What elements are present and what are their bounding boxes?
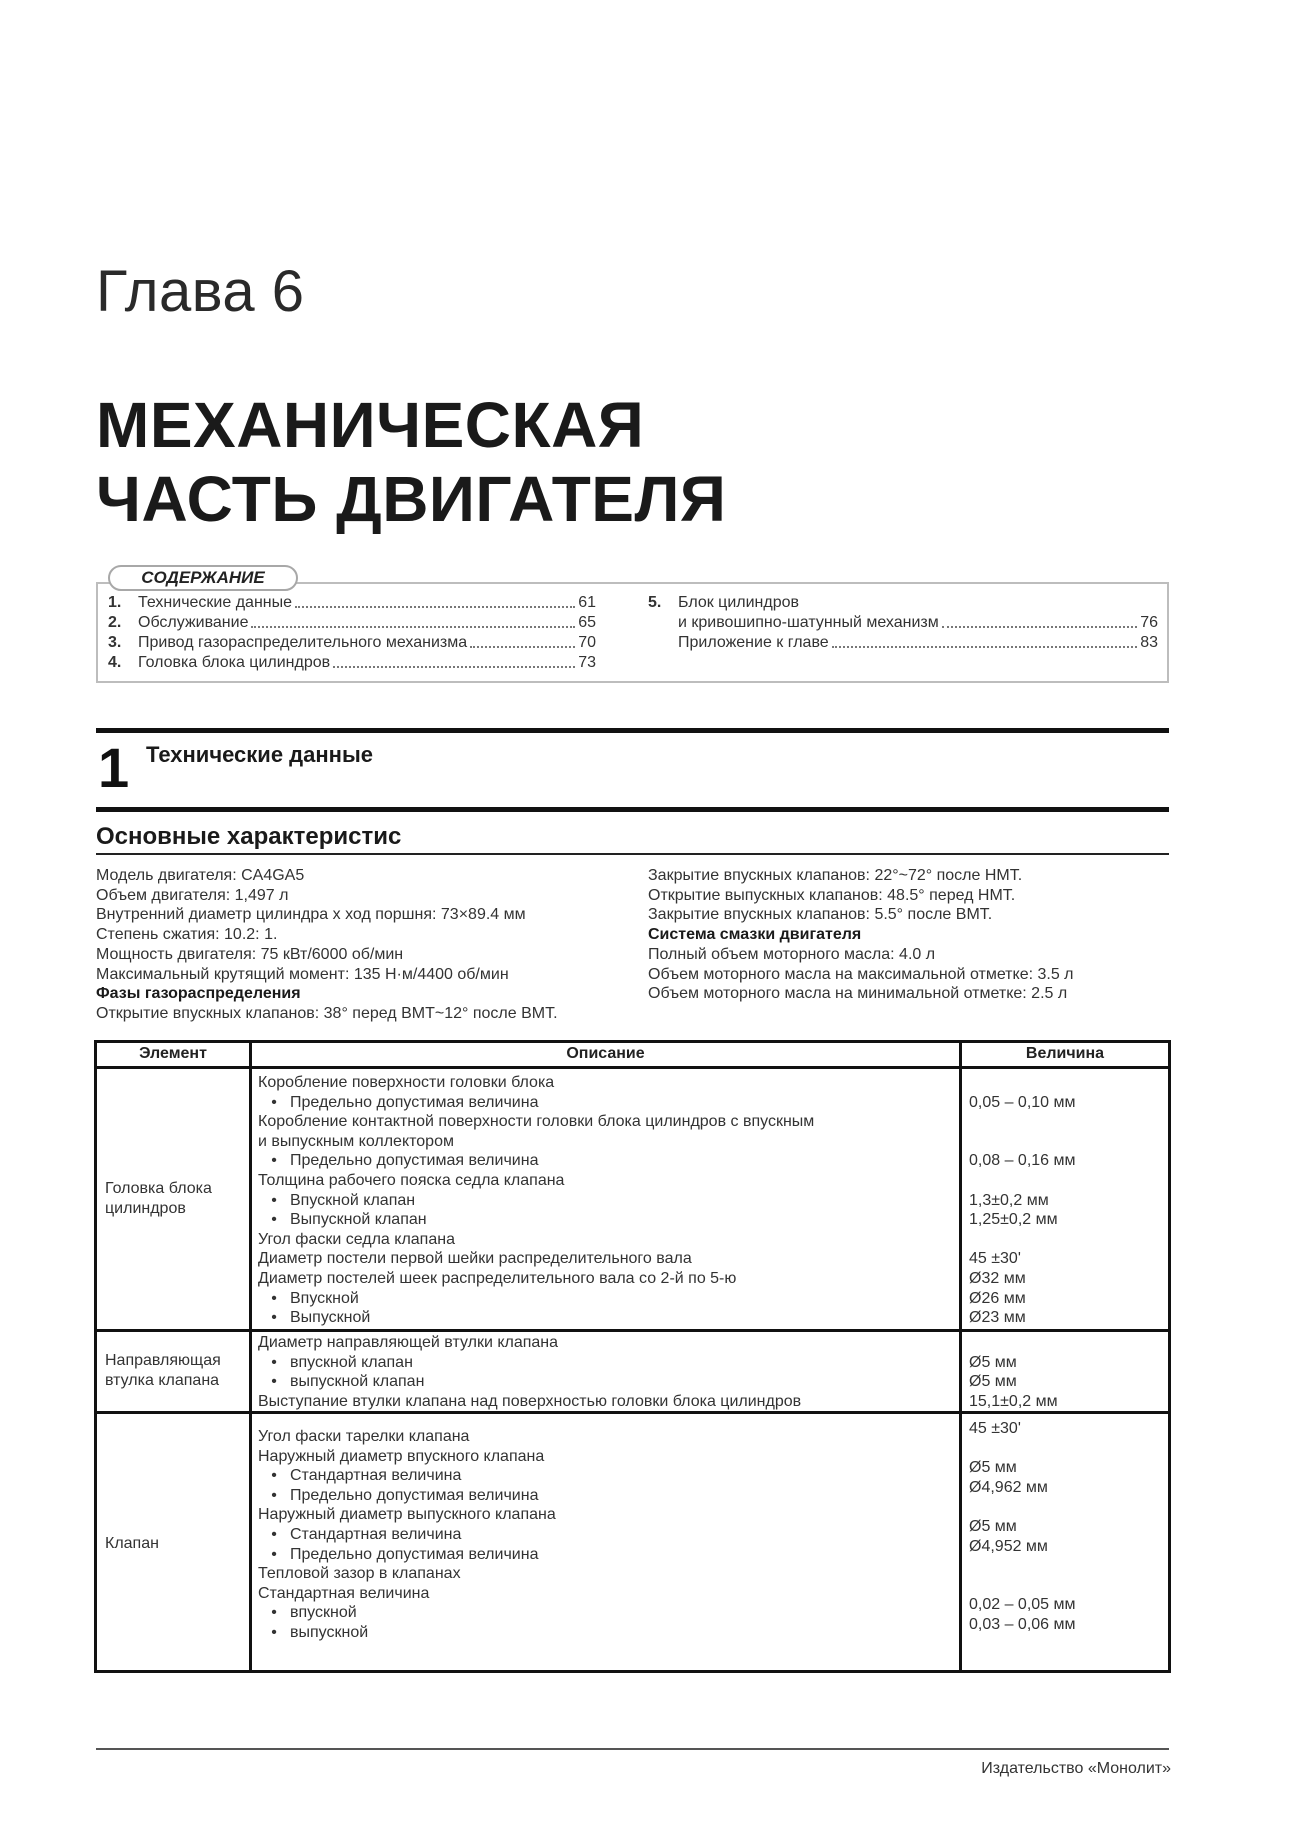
bullet-icon: • — [271, 1309, 277, 1327]
section-number: 1 — [98, 736, 130, 799]
value-line: 45 ±30' — [969, 1420, 1021, 1437]
chapter-label: Глава 6 — [96, 259, 305, 324]
description-text: Выпускной клапан — [290, 1211, 427, 1229]
description-line — [258, 1132, 814, 1152]
description-line — [258, 1171, 814, 1191]
toc-item[interactable] — [648, 592, 1158, 612]
value-line: Ø23 мм — [969, 1309, 1026, 1327]
description-text: Впускной — [290, 1289, 359, 1307]
value-line: Ø5 мм — [969, 1517, 1017, 1535]
description-line — [258, 1073, 814, 1093]
toc-item-label: Привод газораспределительного механизма — [138, 634, 468, 651]
bullet-icon: • — [271, 1467, 277, 1485]
toc-item-label: Головка блока цилиндров — [138, 654, 331, 671]
spec-line: Открытие выпускных клапанов: 48.5° перед НМТ. — [648, 886, 1016, 904]
toc-leader — [333, 666, 575, 668]
description-line — [258, 1230, 814, 1250]
description-text: Предельно допустимая величина — [290, 1093, 539, 1111]
toc-item-page: 61 — [578, 594, 596, 611]
value-line — [969, 1171, 1076, 1191]
value-line: 1,3±0,2 мм — [969, 1191, 1049, 1209]
value-line: 0,02 – 0,05 мм — [969, 1596, 1076, 1614]
spec-line: Закрытие впускных клапанов: 22°~72° после НМТ. — [648, 867, 1023, 884]
description-text: Наружный диаметр выпускного клапана — [258, 1506, 556, 1524]
toc-item[interactable] — [108, 652, 596, 672]
description-text: Предельно допустимая величина — [290, 1486, 539, 1504]
description-line — [258, 1466, 556, 1486]
value-line: Ø4,952 мм — [969, 1537, 1048, 1555]
description-text: Коробление поверхности головки блока — [258, 1074, 555, 1091]
value-line — [969, 1556, 1076, 1576]
description-text: впускной клапан — [290, 1353, 413, 1371]
value-line — [969, 1333, 1058, 1353]
bullet-icon: • — [271, 1353, 277, 1371]
value-line: 1,25±0,2 мм — [969, 1211, 1058, 1229]
spec-group-heading: Фазы газораспределения — [96, 985, 301, 1003]
value-line: Ø5 мм — [969, 1459, 1017, 1477]
toc-item-label: Блок цилиндров — [678, 594, 800, 611]
description-text: Стандартная величина — [258, 1584, 430, 1602]
toc-item-label: Технические данные — [138, 594, 293, 611]
toc-item-label: Обслуживание — [138, 614, 249, 631]
toc-item-page: 65 — [578, 614, 596, 631]
description-line — [258, 1308, 814, 1328]
section-top-rule — [96, 728, 1169, 733]
value-line: 0,05 – 0,10 мм — [969, 1093, 1076, 1111]
spec-line: Полный объем моторного масла: 4.0 л — [648, 945, 936, 963]
value-line: Ø5 мм — [969, 1373, 1017, 1391]
description-text: Предельно допустимая величина — [290, 1152, 539, 1170]
table-element-cell: Головка блока цилиндров — [105, 1180, 212, 1217]
table-value-cell — [969, 1419, 1076, 1635]
chapter-title — [96, 388, 726, 536]
value-line: Ø32 мм — [969, 1269, 1026, 1287]
spec-line: Степень сжатия: 10.2: 1. — [96, 926, 278, 944]
toc-item-page: 76 — [1140, 614, 1158, 631]
column-header: Описание — [566, 1045, 645, 1062]
bullet-icon: • — [271, 1486, 277, 1504]
toc-leader — [470, 646, 575, 648]
value-line — [969, 1132, 1076, 1152]
bullet-icon: • — [271, 1623, 277, 1641]
table-value-cell — [969, 1073, 1076, 1328]
description-line — [258, 1372, 801, 1392]
description-line — [258, 1564, 556, 1584]
description-line — [258, 1447, 556, 1467]
toc-item-number: 5. — [648, 594, 662, 611]
value-line — [969, 1230, 1076, 1250]
toc-item-page: 73 — [578, 654, 596, 671]
toc-item[interactable] — [678, 612, 1158, 632]
chapter-title-line: МЕХАНИЧЕСКАЯ — [96, 389, 645, 461]
spec-line: Мощность двигателя: 75 кВт/6000 об/мин — [96, 945, 404, 963]
bullet-icon: • — [271, 1093, 277, 1111]
description-line — [258, 1505, 556, 1525]
description-text: Диаметр постели первой шейки распределительного вала — [258, 1250, 692, 1268]
toc-item-number: 1. — [108, 594, 122, 611]
description-text: Толщина рабочего пояска седла клапана — [258, 1171, 565, 1189]
description-text: Стандартная величина — [290, 1525, 462, 1543]
description-text: Выпускной — [290, 1309, 371, 1327]
value-line — [969, 1439, 1076, 1459]
table-divider — [959, 1043, 962, 1670]
bullet-icon: • — [271, 1545, 277, 1563]
toc-item[interactable] — [108, 632, 596, 652]
description-text: Тепловой зазор в клапанах — [258, 1565, 461, 1583]
description-line — [258, 1151, 814, 1171]
description-line — [258, 1427, 556, 1447]
value-line: Ø5 мм — [969, 1353, 1017, 1371]
description-text: Диаметр постелей шеек распределительного вала со 2-й по 5-ю — [258, 1269, 737, 1287]
description-line — [258, 1333, 801, 1353]
value-line: Ø4,962 мм — [969, 1478, 1048, 1496]
publisher-footer: Издательство «Монолит» — [981, 1760, 1171, 1777]
description-line — [258, 1289, 814, 1309]
value-line: 0,03 – 0,06 мм — [969, 1615, 1076, 1633]
description-line — [258, 1191, 814, 1211]
table-row-rule — [97, 1329, 1168, 1332]
value-line — [969, 1073, 1076, 1093]
description-line — [258, 1392, 801, 1412]
value-line: 45 ±30' — [969, 1250, 1021, 1268]
description-text: и выпускным коллектором — [258, 1132, 454, 1150]
bullet-icon: • — [271, 1191, 277, 1209]
section-title: Технические данные — [146, 742, 373, 767]
bullet-icon: • — [271, 1211, 277, 1229]
spec-line: Объем двигателя: 1,497 л — [96, 886, 289, 904]
description-text: Угол фаски седла клапана — [258, 1230, 455, 1248]
description-text: впускной — [290, 1604, 357, 1622]
toc-item-number: 4. — [108, 654, 122, 671]
description-line — [258, 1623, 556, 1643]
description-line — [258, 1584, 556, 1604]
toc-heading: СОДЕРЖАНИЕ — [108, 565, 298, 591]
value-line: Ø26 мм — [969, 1289, 1026, 1307]
description-line — [258, 1249, 814, 1269]
bullet-icon: • — [271, 1289, 277, 1307]
description-line — [258, 1603, 556, 1623]
table-element-cell: Направляющая втулка клапана — [105, 1352, 221, 1389]
spec-line: Открытие впускных клапанов: 38° перед ВМТ~12° после ВМТ. — [96, 1004, 558, 1022]
description-line — [258, 1210, 814, 1230]
bullet-icon: • — [271, 1525, 277, 1543]
value-line — [969, 1497, 1076, 1517]
description-text: Стандартная величина — [290, 1467, 462, 1485]
description-line — [258, 1353, 801, 1373]
table-row-rule — [97, 1411, 1168, 1414]
table-header-rule — [97, 1066, 1168, 1069]
toc-leader — [295, 606, 575, 608]
value-line — [969, 1112, 1076, 1132]
specs-right-column — [648, 866, 1074, 1004]
description-text: выпускной клапан — [290, 1373, 425, 1391]
spec-line: Внутренний диаметр цилиндра х ход поршня: 73×89.4 мм — [96, 906, 526, 924]
spec-line: Объем моторного масла на минимальной отметке: 2.5 л — [648, 985, 1068, 1003]
specs-left-column — [96, 866, 558, 1024]
toc-item-page: 83 — [1140, 634, 1158, 651]
footer-rule — [96, 1748, 1169, 1750]
description-text: Угол фаски тарелки клапана — [258, 1428, 470, 1445]
toc-item-label: Приложение к главе — [678, 634, 829, 651]
toc-item[interactable] — [108, 612, 596, 632]
table-value-cell — [969, 1333, 1058, 1411]
toc-leader — [942, 626, 1137, 628]
toc-item-number: 2. — [108, 614, 122, 631]
description-text: выпускной — [290, 1623, 369, 1641]
value-line: 0,08 – 0,16 мм — [969, 1152, 1076, 1170]
spec-line: Закрытие впускных клапанов: 5.5° после ВМТ. — [648, 906, 993, 924]
toc-item-page: 70 — [578, 634, 596, 651]
section-bottom-rule — [96, 807, 1169, 812]
table-description-cell — [258, 1333, 801, 1411]
value-line: 15,1±0,2 мм — [969, 1392, 1058, 1410]
toc-item-number: 3. — [108, 634, 122, 651]
spec-line: Модель двигателя: CA4GA5 — [96, 867, 305, 884]
description-line — [258, 1093, 814, 1113]
table-description-cell — [258, 1427, 556, 1643]
description-text: Впускной клапан — [290, 1191, 416, 1209]
description-text: Диаметр направляющей втулки клапана — [258, 1334, 559, 1351]
description-line — [258, 1545, 556, 1565]
description-line — [258, 1112, 814, 1132]
spec-group-heading: Система смазки двигателя — [648, 926, 862, 944]
column-header: Элемент — [139, 1045, 207, 1062]
toc-leader — [251, 626, 575, 628]
description-line — [258, 1486, 556, 1506]
spec-line: Объем моторного масла на максимальной отметке: 3.5 л — [648, 965, 1074, 983]
toc-leader — [832, 646, 1138, 648]
subsection-title: Основные характеристис — [96, 823, 402, 850]
description-line — [258, 1525, 556, 1545]
bullet-icon: • — [271, 1604, 277, 1622]
description-line — [258, 1269, 814, 1289]
description-text: Коробление контактной поверхности головки блока цилиндров с впускным — [258, 1113, 815, 1131]
bullet-icon: • — [271, 1152, 277, 1170]
table-divider — [249, 1043, 252, 1670]
spec-line: Максимальный крутящий момент: 135 Н·м/4400 об/мин — [96, 965, 509, 983]
table-element-cell: Клапан — [105, 1535, 159, 1552]
column-header: Величина — [1025, 1045, 1105, 1062]
description-text: Выступание втулки клапана над поверхностью головки блока цилиндров — [258, 1392, 802, 1410]
description-text: Наружный диаметр впускного клапана — [258, 1447, 545, 1465]
table-description-cell — [258, 1073, 814, 1328]
subsection-rule — [96, 853, 1169, 855]
toc-item-label: и кривошипно-шатунный механизм — [678, 614, 939, 631]
toc-item[interactable] — [108, 592, 596, 612]
bullet-icon: • — [271, 1373, 277, 1391]
spec-table — [94, 1040, 1171, 1673]
toc-item[interactable] — [678, 632, 1158, 652]
value-line — [969, 1576, 1076, 1596]
chapter-title-line: ЧАСТЬ ДВИГАТЕЛЯ — [96, 463, 727, 535]
description-text: Предельно допустимая величина — [290, 1545, 539, 1563]
